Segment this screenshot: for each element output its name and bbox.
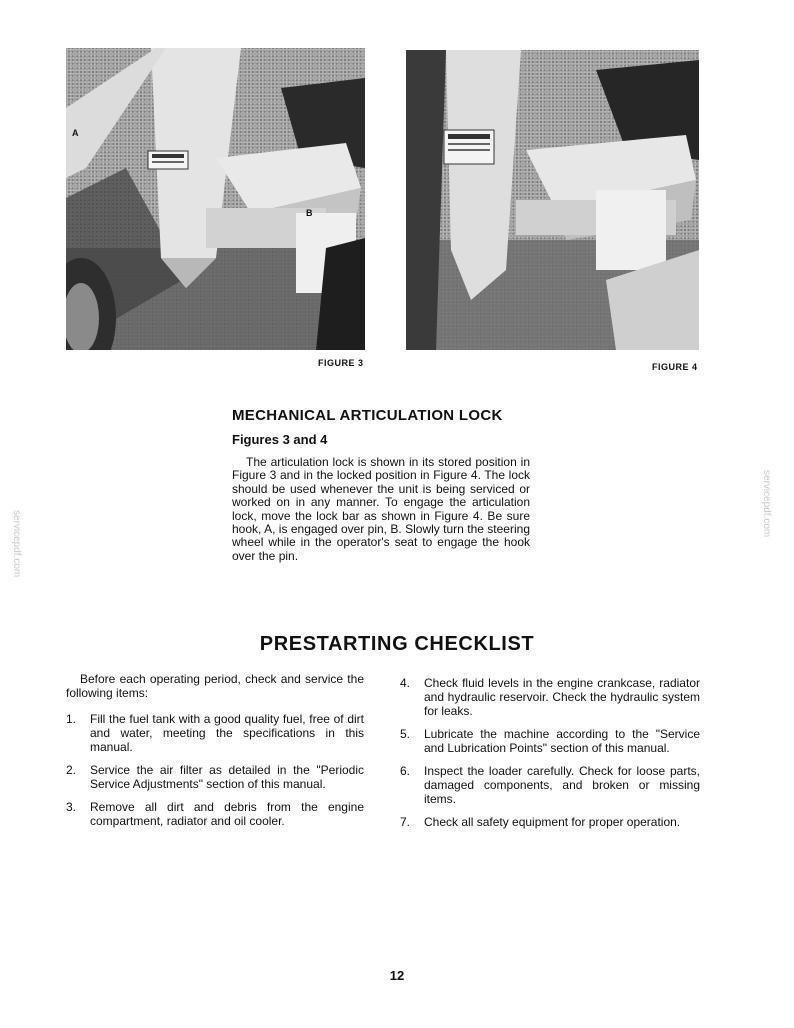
- list-item: [66, 763, 364, 791]
- list-item: [400, 727, 700, 755]
- list-item-number: 1.: [66, 712, 77, 726]
- figure-3-photo: [66, 48, 365, 350]
- list-item-number: 2.: [66, 763, 77, 777]
- list-item-text: Service the air filter as detailed in the "Periodic Service Adjustments" section of this manual.: [90, 763, 364, 791]
- list-item-text: Check fluid levels in the engine crankcase, radiator and hydraulic reservoir. Check the hydraulic system for leaks.: [424, 676, 700, 718]
- list-item: [400, 676, 700, 718]
- figure-3-caption: FIGURE 3: [318, 358, 364, 368]
- figure-4-caption: FIGURE 4: [652, 362, 698, 372]
- list-item: [400, 764, 700, 806]
- checklist-right-column: [400, 676, 700, 838]
- list-item: [400, 815, 700, 829]
- checklist-left-column: [66, 712, 364, 837]
- figure-4-illustration: [406, 50, 699, 350]
- list-item-text: Check all safety equipment for proper operation.: [424, 815, 681, 829]
- list-item: [66, 800, 364, 828]
- figure-4-photo: [406, 50, 699, 350]
- callout-b: B: [306, 208, 313, 218]
- checklist-title: PRESTARTING CHECKLIST: [259, 633, 535, 655]
- figure-3-illustration: [66, 48, 365, 350]
- list-item-number: 6.: [400, 764, 411, 778]
- watermark-right: servicepdf.com: [761, 470, 772, 538]
- list-item-text: Remove all dirt and debris from the engine compartment, radiator and oil cooler.: [90, 800, 364, 828]
- list-item-number: 3.: [66, 800, 77, 814]
- page-number: 12: [389, 968, 405, 983]
- checklist-intro: Before each operating period, check and service the following items:: [66, 672, 364, 700]
- list-item: [66, 712, 364, 754]
- section-subheading: Figures 3 and 4: [232, 432, 328, 447]
- list-item-text: Lubricate the machine according to the "Service and Lubrication Points" section of this manual.: [424, 727, 700, 755]
- section-body: The articulation lock is shown in its stored position in Figure 3 and in the locked position in Figure 4. The lock should be used whenever the unit is being serviced or worked on in any manner. To engage the articulation lock, move the lock bar as shown in Figure 4. Be sure hook, A, is engaged over pin, B. Slowly turn the steering wheel while in the operator's seat to engage the hook over the pin.: [232, 455, 530, 563]
- list-item-number: 7.: [400, 815, 411, 829]
- list-item-number: 5.: [400, 727, 411, 741]
- list-item-text: Inspect the loader carefully. Check for loose parts, damaged components, and broken or missing items.: [424, 764, 700, 806]
- section-heading: MECHANICAL ARTICULATION LOCK: [232, 407, 503, 424]
- list-item-text: Fill the fuel tank with a good quality fuel, free of dirt and water, meeting the specifications in this manual.: [90, 712, 364, 754]
- watermark-left: servicepdf.com: [11, 510, 22, 578]
- list-item-number: 4.: [400, 676, 411, 690]
- callout-a: A: [72, 128, 79, 138]
